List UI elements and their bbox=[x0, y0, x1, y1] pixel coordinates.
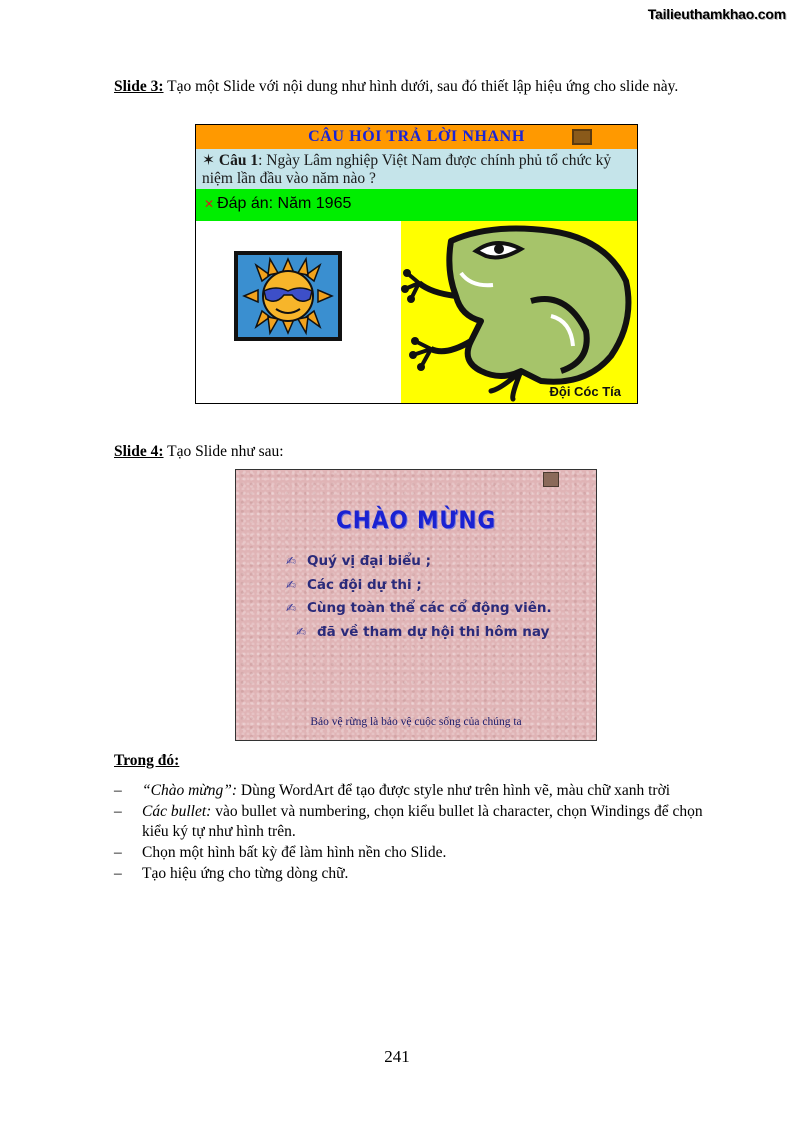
slide3-title: CÂU HỎI TRẢ LỜI NHANH bbox=[308, 128, 525, 145]
note-text: Tạo hiệu ứng cho từng dòng chữ. bbox=[142, 864, 349, 882]
slide3-answer-text: Đáp án: Năm 1965 bbox=[217, 195, 352, 212]
slide4-image bbox=[235, 469, 597, 741]
list-item-text: Các đội dự thi ; bbox=[307, 576, 422, 593]
slide4-footer: Bảo vệ rừng là bảo vệ cuộc sống của chúng ta bbox=[310, 716, 522, 728]
watermark: Tailieuthamkhao.com bbox=[647, 6, 786, 22]
slide3-caption bbox=[114, 77, 719, 96]
cross-bullet-icon: ✕ bbox=[204, 197, 215, 211]
list-item: – Các bullet: vào bullet và numbering, chọn kiểu bullet là character, chọn Windings để chọn kiểu ký tự như hình trên. bbox=[114, 803, 703, 840]
slide3-caption-label: Slide 3: bbox=[114, 78, 164, 95]
slide3-answer bbox=[204, 195, 351, 213]
note-text: vào bullet và numbering, chọn kiểu bullet là character, chọn Windings để chọn kiểu ký tự như hình trên. bbox=[142, 803, 703, 840]
slide3-left-panel bbox=[196, 221, 401, 403]
note-text: Dùng WordArt để tạo được style như trên hình vẽ, màu chữ xanh trời bbox=[237, 782, 671, 799]
slide3-title-bar bbox=[196, 125, 637, 149]
list-item bbox=[286, 597, 552, 621]
list-item-text: Quý vị đại biểu ; bbox=[307, 553, 431, 569]
frog-clipart bbox=[401, 221, 637, 403]
slide4-caption bbox=[114, 442, 719, 461]
sound-icon bbox=[572, 129, 592, 145]
slide3-question-box bbox=[196, 149, 637, 189]
note-term: Các bullet: bbox=[142, 803, 212, 820]
list-item-text: đã về tham dự hội thi hôm nay bbox=[317, 623, 550, 640]
notes-heading: Trong đó: bbox=[114, 752, 180, 769]
star-bullet-icon: ✶ bbox=[202, 152, 219, 169]
slide4-caption-label: Slide 4: bbox=[114, 443, 164, 460]
list-item-text: Cùng toàn thể các cổ động viên. bbox=[307, 600, 552, 616]
page-number: 241 bbox=[384, 1047, 410, 1066]
slide4-bullet-list bbox=[286, 550, 552, 644]
list-item bbox=[286, 621, 552, 645]
slide3-question-label: Câu 1 bbox=[218, 152, 259, 169]
list-item: – “Chào mừng”: Dùng WordArt để tạo được style như trên hình vẽ, màu chữ xanh trời bbox=[114, 782, 671, 799]
list-item bbox=[286, 550, 552, 574]
slide3-right-panel bbox=[401, 221, 637, 403]
pen-bullet-icon: ✍ bbox=[286, 601, 297, 615]
notes-list bbox=[114, 781, 719, 885]
pen-bullet-icon: ✍ bbox=[286, 577, 297, 592]
pen-bullet-icon: ✍ bbox=[296, 624, 307, 639]
list-item bbox=[286, 574, 552, 598]
slide3-answer-box bbox=[196, 189, 637, 221]
list-item: – Chọn một hình bất kỳ để làm hình nền cho Slide. bbox=[114, 843, 447, 861]
slide3-team-name: Đội Cóc Tía bbox=[549, 384, 621, 399]
slide4-caption-text: Tạo Slide như sau: bbox=[163, 443, 284, 460]
slide3-question-text: : Ngày Lâm nghiệp Việt Nam được chính phủ tổ chức kỷ niệm lần đầu vào năm nào ? bbox=[202, 152, 612, 187]
list-item: – Tạo hiệu ứng cho từng dòng chữ. bbox=[114, 864, 349, 882]
slide3-caption-text: Tạo một Slide với nội dung như hình dưới, sau đó thiết lập hiệu ứng cho slide này. bbox=[163, 78, 679, 95]
note-text: Chọn một hình bất kỳ để làm hình nền cho Slide. bbox=[142, 843, 447, 861]
sound-icon bbox=[543, 472, 559, 487]
sun-with-sunglasses-clipart bbox=[234, 251, 342, 341]
pen-bullet-icon: ✍ bbox=[286, 554, 297, 568]
slide4-wordart-title: CHÀO MỪNG bbox=[336, 506, 496, 534]
slide3-image bbox=[195, 124, 638, 404]
note-term: “Chào mừng”: bbox=[142, 782, 238, 799]
slide3-question bbox=[202, 152, 634, 188]
